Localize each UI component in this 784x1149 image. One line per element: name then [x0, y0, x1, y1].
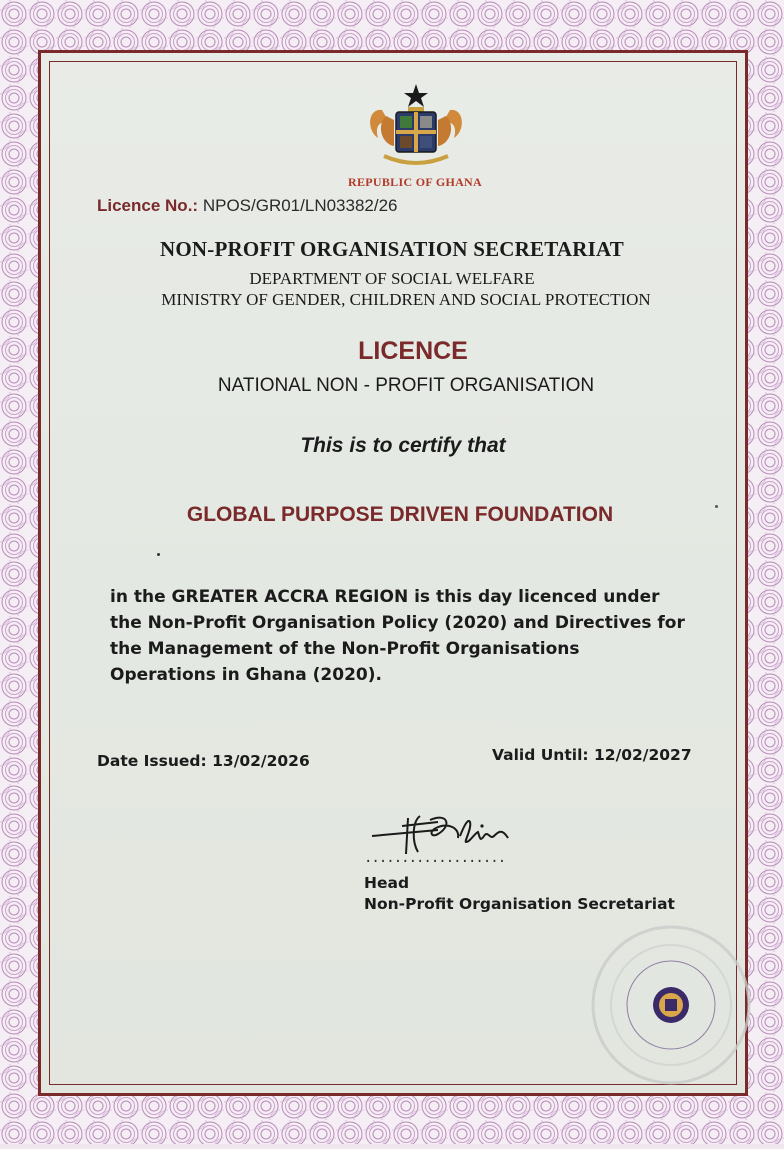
department-name: DEPARTMENT OF SOCIAL WELFARE: [249, 269, 535, 288]
body-line: the Management of the Non-Profit Organisations: [110, 639, 580, 659]
coat-of-arms-icon: [364, 80, 468, 172]
document-title: LICENCE: [358, 337, 468, 365]
secretariat-title: NON-PROFIT ORGANISATION SECRETARIAT: [159, 237, 624, 261]
licence-number-label: Licence No.:: [97, 196, 199, 215]
licence-body: [110, 584, 710, 688]
body-line: the Non-Profit Organisation Policy (2020) and Directives for: [110, 613, 685, 633]
licence-number-row: [97, 196, 398, 216]
licence-type: NATIONAL NON - PROFIT ORGANISATION: [217, 375, 595, 396]
emblem-label: REPUBLIC OF GHANA: [348, 175, 482, 189]
licence-number-value: NPOS/GR01/LN03382/26: [202, 196, 398, 215]
date-issued-value: 13/02/2026: [212, 752, 310, 770]
valid-until-label: Valid Until:: [492, 746, 589, 764]
official-seal-icon: [586, 920, 756, 1090]
signatory-organisation: Non-Profit Organisation Secretariat: [364, 895, 675, 913]
date-issued: [97, 752, 310, 770]
signatory-title: Head: [364, 874, 410, 892]
valid-until-value: 12/02/2027: [594, 746, 692, 764]
ministry-name: MINISTRY OF GENDER, CHILDREN AND SOCIAL PROTECTION: [161, 290, 651, 309]
valid-until: [492, 746, 692, 764]
ink-dot: [157, 553, 160, 556]
body-line: Operations in Ghana (2020).: [110, 665, 382, 685]
signature-line: ...................: [364, 850, 506, 866]
date-issued-label: Date Issued:: [97, 752, 207, 770]
organisation-name: GLOBAL PURPOSE DRIVEN FOUNDATION: [186, 503, 614, 526]
body-line: in the GREATER ACCRA REGION is this day licenced under: [110, 587, 660, 607]
certify-statement: This is to certify that: [300, 434, 506, 457]
ink-dot: [715, 505, 718, 508]
